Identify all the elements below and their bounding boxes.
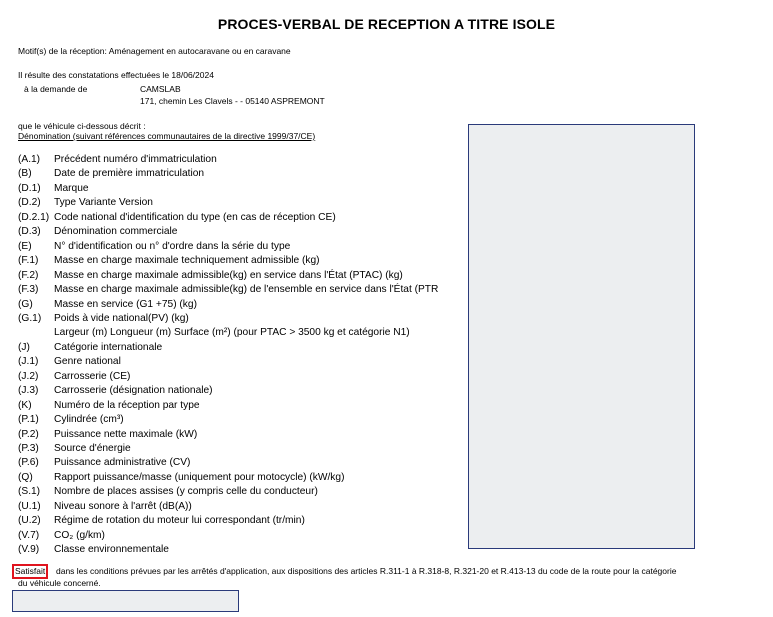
field-label: Numéro de la réception par type [54, 399, 200, 411]
motifs-line: Motif(s) de la réception: Aménagement en autocaravane ou en caravane [18, 46, 291, 56]
field-code: (B) [18, 168, 32, 180]
field-code: (D.2.1) [18, 211, 50, 223]
field-label: Date de première immatriculation [54, 168, 205, 180]
field-label: N° d'identification ou n° d'ordre dans la série du type [54, 240, 291, 252]
field-label: Marque [54, 182, 89, 194]
field-label: Puissance nette maximale (kW) [54, 428, 198, 440]
field-code: (D.3) [18, 226, 41, 238]
field-label: Puissance administrative (CV) [54, 457, 191, 469]
field-code: (U.2) [18, 515, 41, 527]
field-code: (G.1) [18, 312, 42, 324]
field-label: Genre national [54, 356, 121, 368]
field-code: (G) [18, 298, 33, 310]
field-code: (J.3) [18, 385, 39, 397]
field-code: (S.1) [18, 486, 41, 498]
field-code: (J.1) [18, 356, 39, 368]
field-label: CO₂ (g/km) [54, 529, 105, 541]
field-label: Carrosserie (désignation nationale) [54, 385, 213, 397]
field-label: Nombre de places assises (y compris celle du conducteur) [54, 486, 318, 498]
field-code: (J) [18, 341, 30, 353]
field-label: Dénomination commerciale [54, 226, 178, 238]
field-code: (P.3) [18, 443, 39, 454]
field-label: Régime de rotation du moteur lui correspondant (tr/min) [54, 515, 305, 527]
field-label: Largeur (m) Longueur (m) Surface (m²) (pour PTAC > 3500 kg et catégorie N1) [54, 327, 410, 339]
field-code: (F.3) [18, 284, 39, 296]
field-code: (P.1) [18, 414, 39, 426]
field-label: Poids à vide national(PV) (kg) [54, 312, 189, 324]
field-code: (V.9) [18, 544, 40, 556]
redacted-signature-box [12, 590, 239, 612]
demande-label: à la demande de [24, 84, 88, 94]
field-code: (J.2) [18, 370, 39, 382]
field-code: (E) [18, 240, 32, 252]
field-label: Code national d'identification du type (en cas de réception CE) [54, 211, 336, 223]
field-code: (U.1) [18, 500, 41, 512]
field-code: (D.2) [18, 197, 41, 209]
field-code: (F.2) [18, 269, 39, 281]
vehicule-intro: que le véhicule ci-dessous décrit : [18, 121, 146, 131]
field-code: (V.7) [18, 529, 40, 541]
field-code: (K) [18, 399, 32, 411]
field-label: Type Variante Version [54, 197, 153, 209]
demandeur-address: 171, chemin Les Clavels - - 05140 ASPREMONT [140, 96, 325, 106]
field-label: Précédent numéro d'immatriculation [54, 154, 217, 165]
denomination-reference: Dénomination (suivant références communautaires de la directive 1999/37/CE) [18, 131, 316, 141]
demandeur-name: CAMSLAB [140, 84, 181, 94]
field-code: (D.1) [18, 182, 41, 194]
field-code: (A.1) [18, 154, 41, 165]
field-label: Classe environnementale [54, 544, 169, 556]
field-label: Masse en charge maximale admissible(kg) de l'ensemble en service dans l'État (PTR [54, 284, 439, 296]
field-code: (P.2) [18, 428, 39, 440]
field-code: (P.6) [18, 457, 39, 469]
redacted-values-box [468, 124, 695, 549]
field-code: (Q) [18, 471, 33, 483]
field-label: Cylindrée (cm³) [54, 414, 124, 426]
constatations-line: Il résulte des constatations effectuées le 18/06/2024 [18, 70, 214, 80]
field-code: (F.1) [18, 255, 39, 267]
field-label: Catégorie internationale [54, 341, 163, 353]
field-label: Source d'énergie [54, 443, 131, 454]
field-label: Rapport puissance/masse (uniquement pour motocycle) (kW/kg) [54, 471, 345, 483]
conclusion-line-2: du véhicule concerné. [18, 578, 101, 588]
field-label: Carrosserie (CE) [54, 370, 131, 382]
field-label: Masse en service (G1 +75) (kg) [54, 298, 197, 310]
conclusion-line-1: dans les conditions prévues par les arrêtés d'application, aux dispositions des articles R.311-1 à R.318-8, R.321-20 et R.413-13 du code de la route pour la catégorie [56, 566, 677, 576]
field-label: Niveau sonore à l'arrêt (dB(A)) [54, 500, 192, 512]
field-label: Masse en charge maximale admissible(kg) en service dans l'État (PTAC) (kg) [54, 269, 403, 281]
satisfait-highlight: Satisfait [12, 564, 48, 579]
document-title: PROCES-VERBAL DE RECEPTION A TITRE ISOLE [217, 16, 556, 32]
field-label: Masse en charge maximale techniquement admissible (kg) [54, 255, 320, 267]
